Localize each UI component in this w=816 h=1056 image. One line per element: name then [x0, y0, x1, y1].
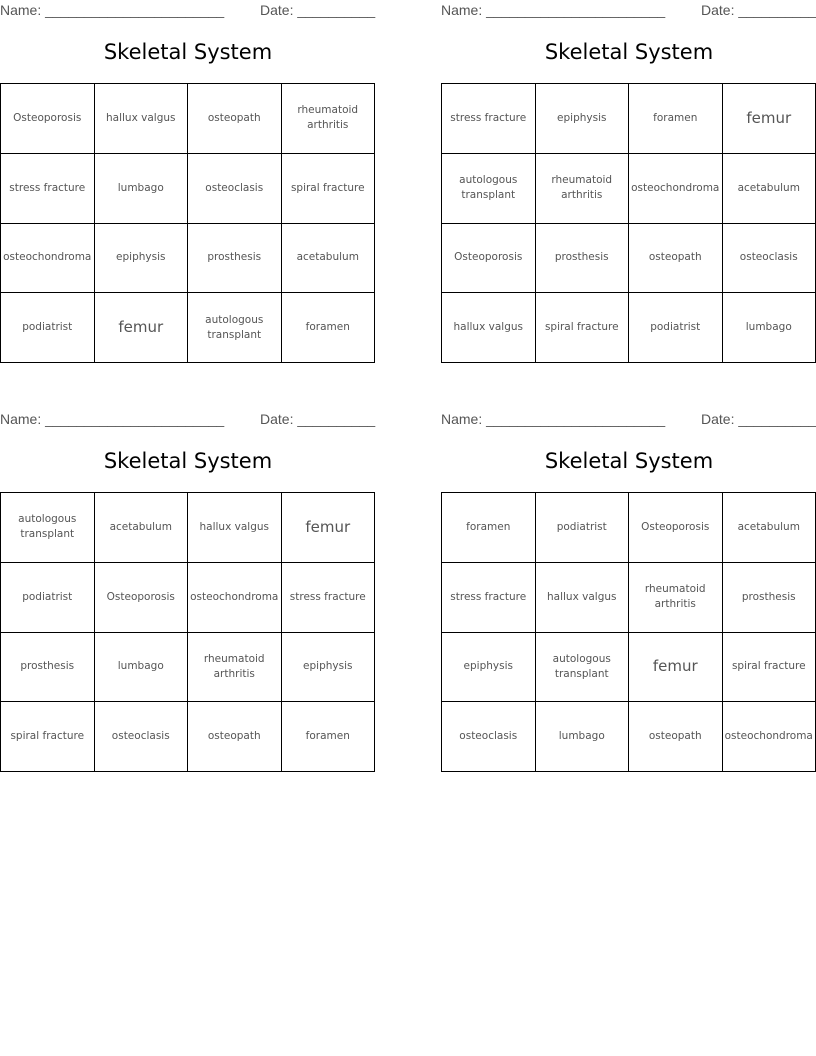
name-field: Name: _______________________	[441, 411, 666, 427]
bingo-cell: femur	[95, 293, 189, 363]
bingo-cell: lumbago	[95, 633, 189, 703]
bingo-cell: podiatrist	[1, 563, 95, 633]
bingo-cell: acetabulum	[723, 493, 816, 563]
bingo-cell: rheumatoid arthritis	[188, 633, 282, 703]
bingo-cell: spiral fracture	[723, 633, 816, 703]
bingo-cell: podiatrist	[536, 493, 630, 563]
bingo-cell: spiral fracture	[536, 293, 630, 363]
bingo-card-2	[441, 0, 816, 364]
bingo-cell: Osteoporosis	[442, 224, 536, 294]
bingo-cell: femur	[282, 493, 376, 563]
bingo-cell: acetabulum	[95, 493, 189, 563]
bingo-cell: autologous transplant	[1, 493, 95, 563]
bingo-cell: stress fracture	[442, 563, 536, 633]
bingo-cell: femur	[723, 84, 816, 154]
bingo-cell: epiphysis	[442, 633, 536, 703]
bingo-cell: osteochondroma	[188, 563, 282, 633]
bingo-cell: stress fracture	[442, 84, 536, 154]
bingo-cell: autologous transplant	[188, 293, 282, 363]
card-title: Skeletal System	[103, 40, 273, 64]
bingo-cell: prosthesis	[1, 633, 95, 703]
card-title: Skeletal System	[103, 449, 273, 473]
bingo-cell: osteoclasis	[95, 702, 189, 772]
bingo-cell: osteochondroma	[629, 154, 723, 224]
bingo-cell: acetabulum	[723, 154, 816, 224]
bingo-cell: spiral fracture	[282, 154, 376, 224]
bingo-cell: Osteoporosis	[95, 563, 189, 633]
bingo-cell: hallux valgus	[442, 293, 536, 363]
bingo-cell: osteoclasis	[188, 154, 282, 224]
bingo-cell: stress fracture	[282, 563, 376, 633]
bingo-cell: prosthesis	[188, 224, 282, 294]
bingo-cell: rheumatoid arthritis	[282, 84, 376, 154]
bingo-cell: podiatrist	[629, 293, 723, 363]
bingo-cell: epiphysis	[536, 84, 630, 154]
date-field: Date: __________	[260, 2, 376, 18]
date-field: Date: __________	[701, 411, 816, 427]
bingo-cell: osteopath	[629, 224, 723, 294]
date-field: Date: __________	[260, 411, 376, 427]
bingo-cell: stress fracture	[1, 154, 95, 224]
bingo-card-4	[441, 409, 816, 773]
card-title: Skeletal System	[544, 449, 714, 473]
bingo-card-1	[0, 0, 376, 364]
bingo-grid	[441, 492, 816, 772]
bingo-cell: femur	[629, 633, 723, 703]
bingo-cell: Osteoporosis	[1, 84, 95, 154]
bingo-cell: rheumatoid arthritis	[629, 563, 723, 633]
bingo-cell: hallux valgus	[536, 563, 630, 633]
bingo-cell: osteochondroma	[723, 702, 816, 772]
bingo-cell: epiphysis	[282, 633, 376, 703]
bingo-cell: foramen	[282, 293, 376, 363]
bingo-cell: osteochondroma	[1, 224, 95, 294]
bingo-cell: autologous transplant	[442, 154, 536, 224]
bingo-cell: epiphysis	[95, 224, 189, 294]
name-field: Name: _______________________	[441, 2, 666, 18]
bingo-cell: osteopath	[188, 702, 282, 772]
bingo-cell: lumbago	[536, 702, 630, 772]
bingo-grid	[441, 83, 816, 363]
bingo-cell: foramen	[442, 493, 536, 563]
bingo-cell: podiatrist	[1, 293, 95, 363]
bingo-cell: osteoclasis	[723, 224, 816, 294]
date-field: Date: __________	[701, 2, 816, 18]
bingo-cell: prosthesis	[723, 563, 816, 633]
card-title: Skeletal System	[544, 40, 714, 64]
bingo-cell: foramen	[282, 702, 376, 772]
bingo-cell: osteoclasis	[442, 702, 536, 772]
bingo-cell: lumbago	[95, 154, 189, 224]
bingo-cell: hallux valgus	[188, 493, 282, 563]
bingo-cell: Osteoporosis	[629, 493, 723, 563]
bingo-grid	[0, 83, 375, 363]
name-field: Name: _______________________	[0, 2, 225, 18]
bingo-cell: lumbago	[723, 293, 816, 363]
name-field: Name: _______________________	[0, 411, 225, 427]
bingo-cell: foramen	[629, 84, 723, 154]
bingo-card-3	[0, 409, 376, 773]
bingo-cell: osteopath	[188, 84, 282, 154]
bingo-cell: hallux valgus	[95, 84, 189, 154]
bingo-grid	[0, 492, 375, 772]
bingo-cell: autologous transplant	[536, 633, 630, 703]
bingo-cell: acetabulum	[282, 224, 376, 294]
bingo-cell: spiral fracture	[1, 702, 95, 772]
bingo-cell: prosthesis	[536, 224, 630, 294]
bingo-cell: osteopath	[629, 702, 723, 772]
bingo-cell: rheumatoid arthritis	[536, 154, 630, 224]
